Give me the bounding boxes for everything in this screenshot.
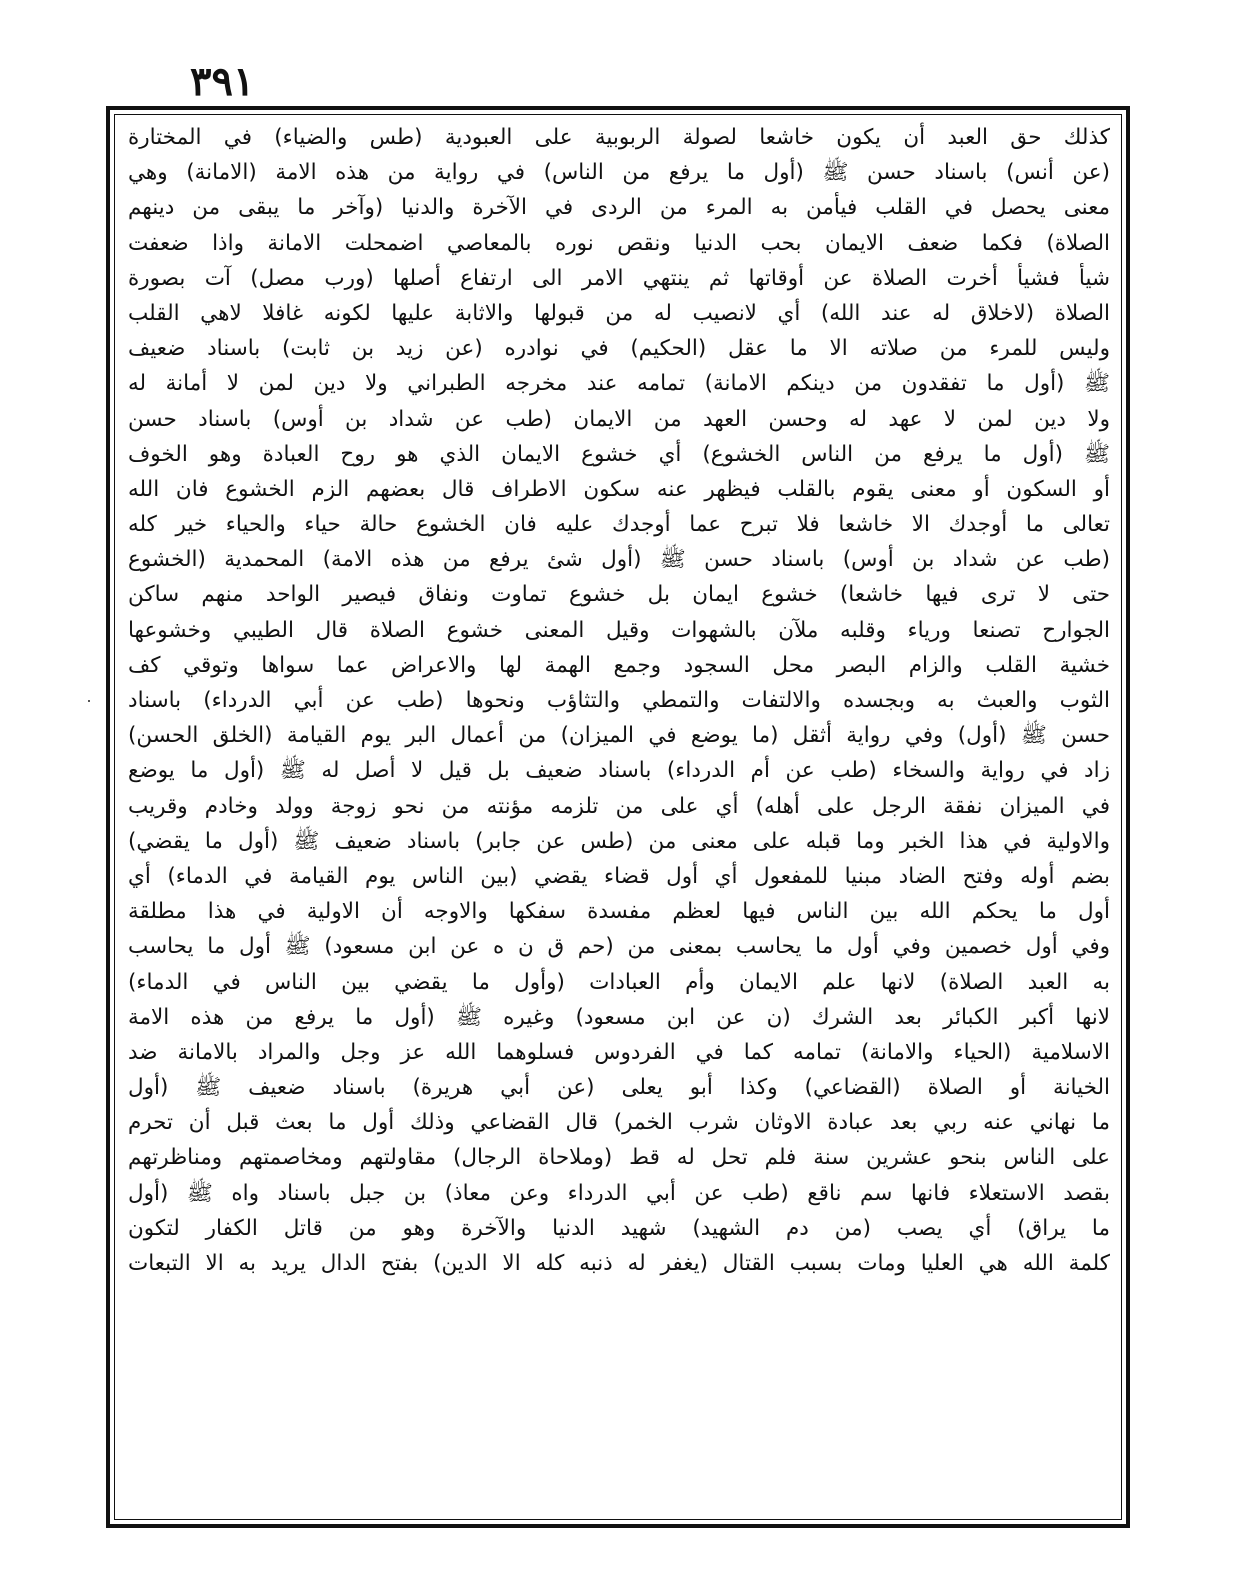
text-line: على الناس بنحو عشرين سنة فلم تحل له قط (وملاحاة الرجال) مقاولتهم ومخاصمتهم ومناظرتهم bbox=[128, 1145, 1110, 1171]
text-line: الاسلامية (الحياء والامانة) تمامه كما في الفردوس فسلوهما الله عز وجل والمراد بالامانة ضد bbox=[128, 1039, 1110, 1065]
text-line: بقصد الاستعلاء فانها سم ناقع (طب عن أبي الدرداء وعن معاذ) بن جبل باسناد واه ﷺ (أول bbox=[128, 1180, 1110, 1206]
text-line: ما يراق) أي يصب (من دم الشهيد) شهيد الدنيا والآخرة وهو من قاتل الكفار لتكون bbox=[128, 1215, 1110, 1241]
text-line: شيأ فشيأ أخرت الصلاة عن أوقاتها ثم ينتهي الامر الى ارتفاع أصلها (ورب مصل) آت بصورة bbox=[128, 265, 1110, 291]
text-line: ما نهاني عنه ربي بعد عبادة الاوثان شرب الخمر) قال القضاعي وذلك أول ما بعث قبل أن تحرم bbox=[128, 1110, 1110, 1136]
text-line: ﷺ (أول ما تفقدون من دينكم الامانة) تمامه عند مخرجه الطبراني ولا دين لمن لا أمانة له bbox=[128, 371, 1110, 397]
text-line: معنى يحصل في القلب فيأمن به المرء من الردى في الآخرة والدنيا (وآخر ما يبقى من دينهم bbox=[128, 195, 1110, 221]
text-line: خشية القلب والزام البصر محل السجود وجمع الهمة لها والاعراض عما سواها وتوقي كف bbox=[128, 652, 1110, 678]
text-line: وفي أول خصمين وفي أول ما يحاسب بمعنى من (حم ق ن ه عن ابن مسعود) ﷺ أول ما يحاسب bbox=[128, 934, 1110, 960]
text-line: الصلاة (لاخلاق له عند الله) أي لانصيب له من قبولها والاثابة عليها لكونه غافلا لاهي القلب bbox=[128, 300, 1110, 326]
text-line: لانها أكبر الكبائر بعد الشرك (ن عن ابن مسعود) وغيره ﷺ (أول ما يرفع من هذه الامة bbox=[128, 1004, 1110, 1030]
text-line: الخيانة أو الصلاة (القضاعي) وكذا أبو يعلى (عن أبي هريرة) باسناد ضعيف ﷺ (أول bbox=[128, 1075, 1110, 1101]
text-line: (عن أنس) باسناد حسن ﷺ (أول ما يرفع من الناس) في رواية من هذه الامة (الامانة) وهي bbox=[128, 160, 1110, 186]
scan-speck bbox=[88, 700, 90, 702]
page-number: ٣٩١ bbox=[190, 58, 255, 105]
text-line: ولا دين لمن لا عهد له وحسن العهد من الايمان (طب عن شداد بن أوس) باسناد حسن bbox=[128, 406, 1110, 432]
text-line: أو السكون أو معنى يقوم بالقلب فيظهر عنه سكون الاطراف قال بعضهم الزم الخشوع فان الله bbox=[128, 476, 1110, 502]
text-line: في الميزان نفقة الرجل على أهله) أي على من تلزمه مؤنته من نحو زوجة وولد وخادم وقريب bbox=[128, 793, 1110, 819]
commentary-text bbox=[128, 120, 1110, 1512]
text-line: (طب عن شداد بن أوس) باسناد حسن ﷺ (أول شئ يرفع من هذه الامة) المحمدية (الخشوع bbox=[128, 547, 1110, 573]
text-line: والاولية في هذا الخبر وما قبله على معنى من (طس عن جابر) باسناد ضعيف ﷺ (أول ما يقضي) bbox=[128, 828, 1110, 854]
text-line: الثوب والعبث به وبجسده والالتفات والتمطي والتثاؤب ونحوها (طب عن أبي الدرداء) باسناد bbox=[128, 688, 1110, 713]
text-line: كلمة الله هي العليا ومات بسبب القتال (يغفر له ذنبه كله الا الدين) بفتح الدال يريد به الا التبعات bbox=[128, 1251, 1110, 1276]
text-line: بضم أوله وفتح الضاد مبنيا للمفعول أي أول قضاء يقضي (بين الناس يوم القيامة في الدماء) أي bbox=[128, 863, 1110, 889]
text-line: حسن ﷺ (أول) وفي رواية أثقل (ما يوضع في الميزان) من أعمال البر يوم القيامة (الخلق الحسن) bbox=[128, 723, 1110, 749]
text-line: أول ما يحكم الله بين الناس فيها لعظم مفسدة سفكها والاوجه أن الاولية في هذا مطلقة bbox=[128, 899, 1110, 925]
text-line: به العبد الصلاة) لانها علم الايمان وأم العبادات (وأول ما يقضي بين الناس في الدماء) bbox=[128, 969, 1110, 995]
text-line: كذلك حق العبد أن يكون خاشعا لصولة الربوبية على العبودية (طس والضياء) في المختارة bbox=[128, 125, 1110, 150]
text-line: زاد في رواية والسخاء (طب عن أم الدرداء) باسناد ضعيف بل قيل لا أصل له ﷺ (أول ما يوضع bbox=[128, 758, 1110, 784]
text-line: الصلاة) فكما ضعف الايمان بحب الدنيا ونقص نوره بالمعاصي اضمحلت الامانة واذا ضعفت bbox=[128, 230, 1110, 256]
text-line: الجوارح تصنعا ورياء وقلبه ملآن بالشهوات وقيل المعنى خشوع الصلاة قال الطيبي وخشوعها bbox=[128, 617, 1110, 643]
text-line: تعالى ما أوجدك الا خاشعا فلا تبرح عما أوجدك عليه فان الخشوع حالة حياء والحياء خير كله bbox=[128, 512, 1110, 538]
text-line: ﷺ (أول ما يرفع من الناس الخشوع) أي خشوع الايمان الذي هو روح العبادة وهو الخوف bbox=[128, 441, 1110, 467]
text-line: وليس للمرء من صلاته الا ما عقل (الحكيم) في نوادره (عن زيد بن ثابت) باسناد ضعيف bbox=[128, 336, 1110, 362]
text-line: حتى لا ترى فيها خاشعا) خشوع ايمان بل خشوع تماوت ونفاق فيصير الواحد منهم ساكن bbox=[128, 582, 1110, 608]
